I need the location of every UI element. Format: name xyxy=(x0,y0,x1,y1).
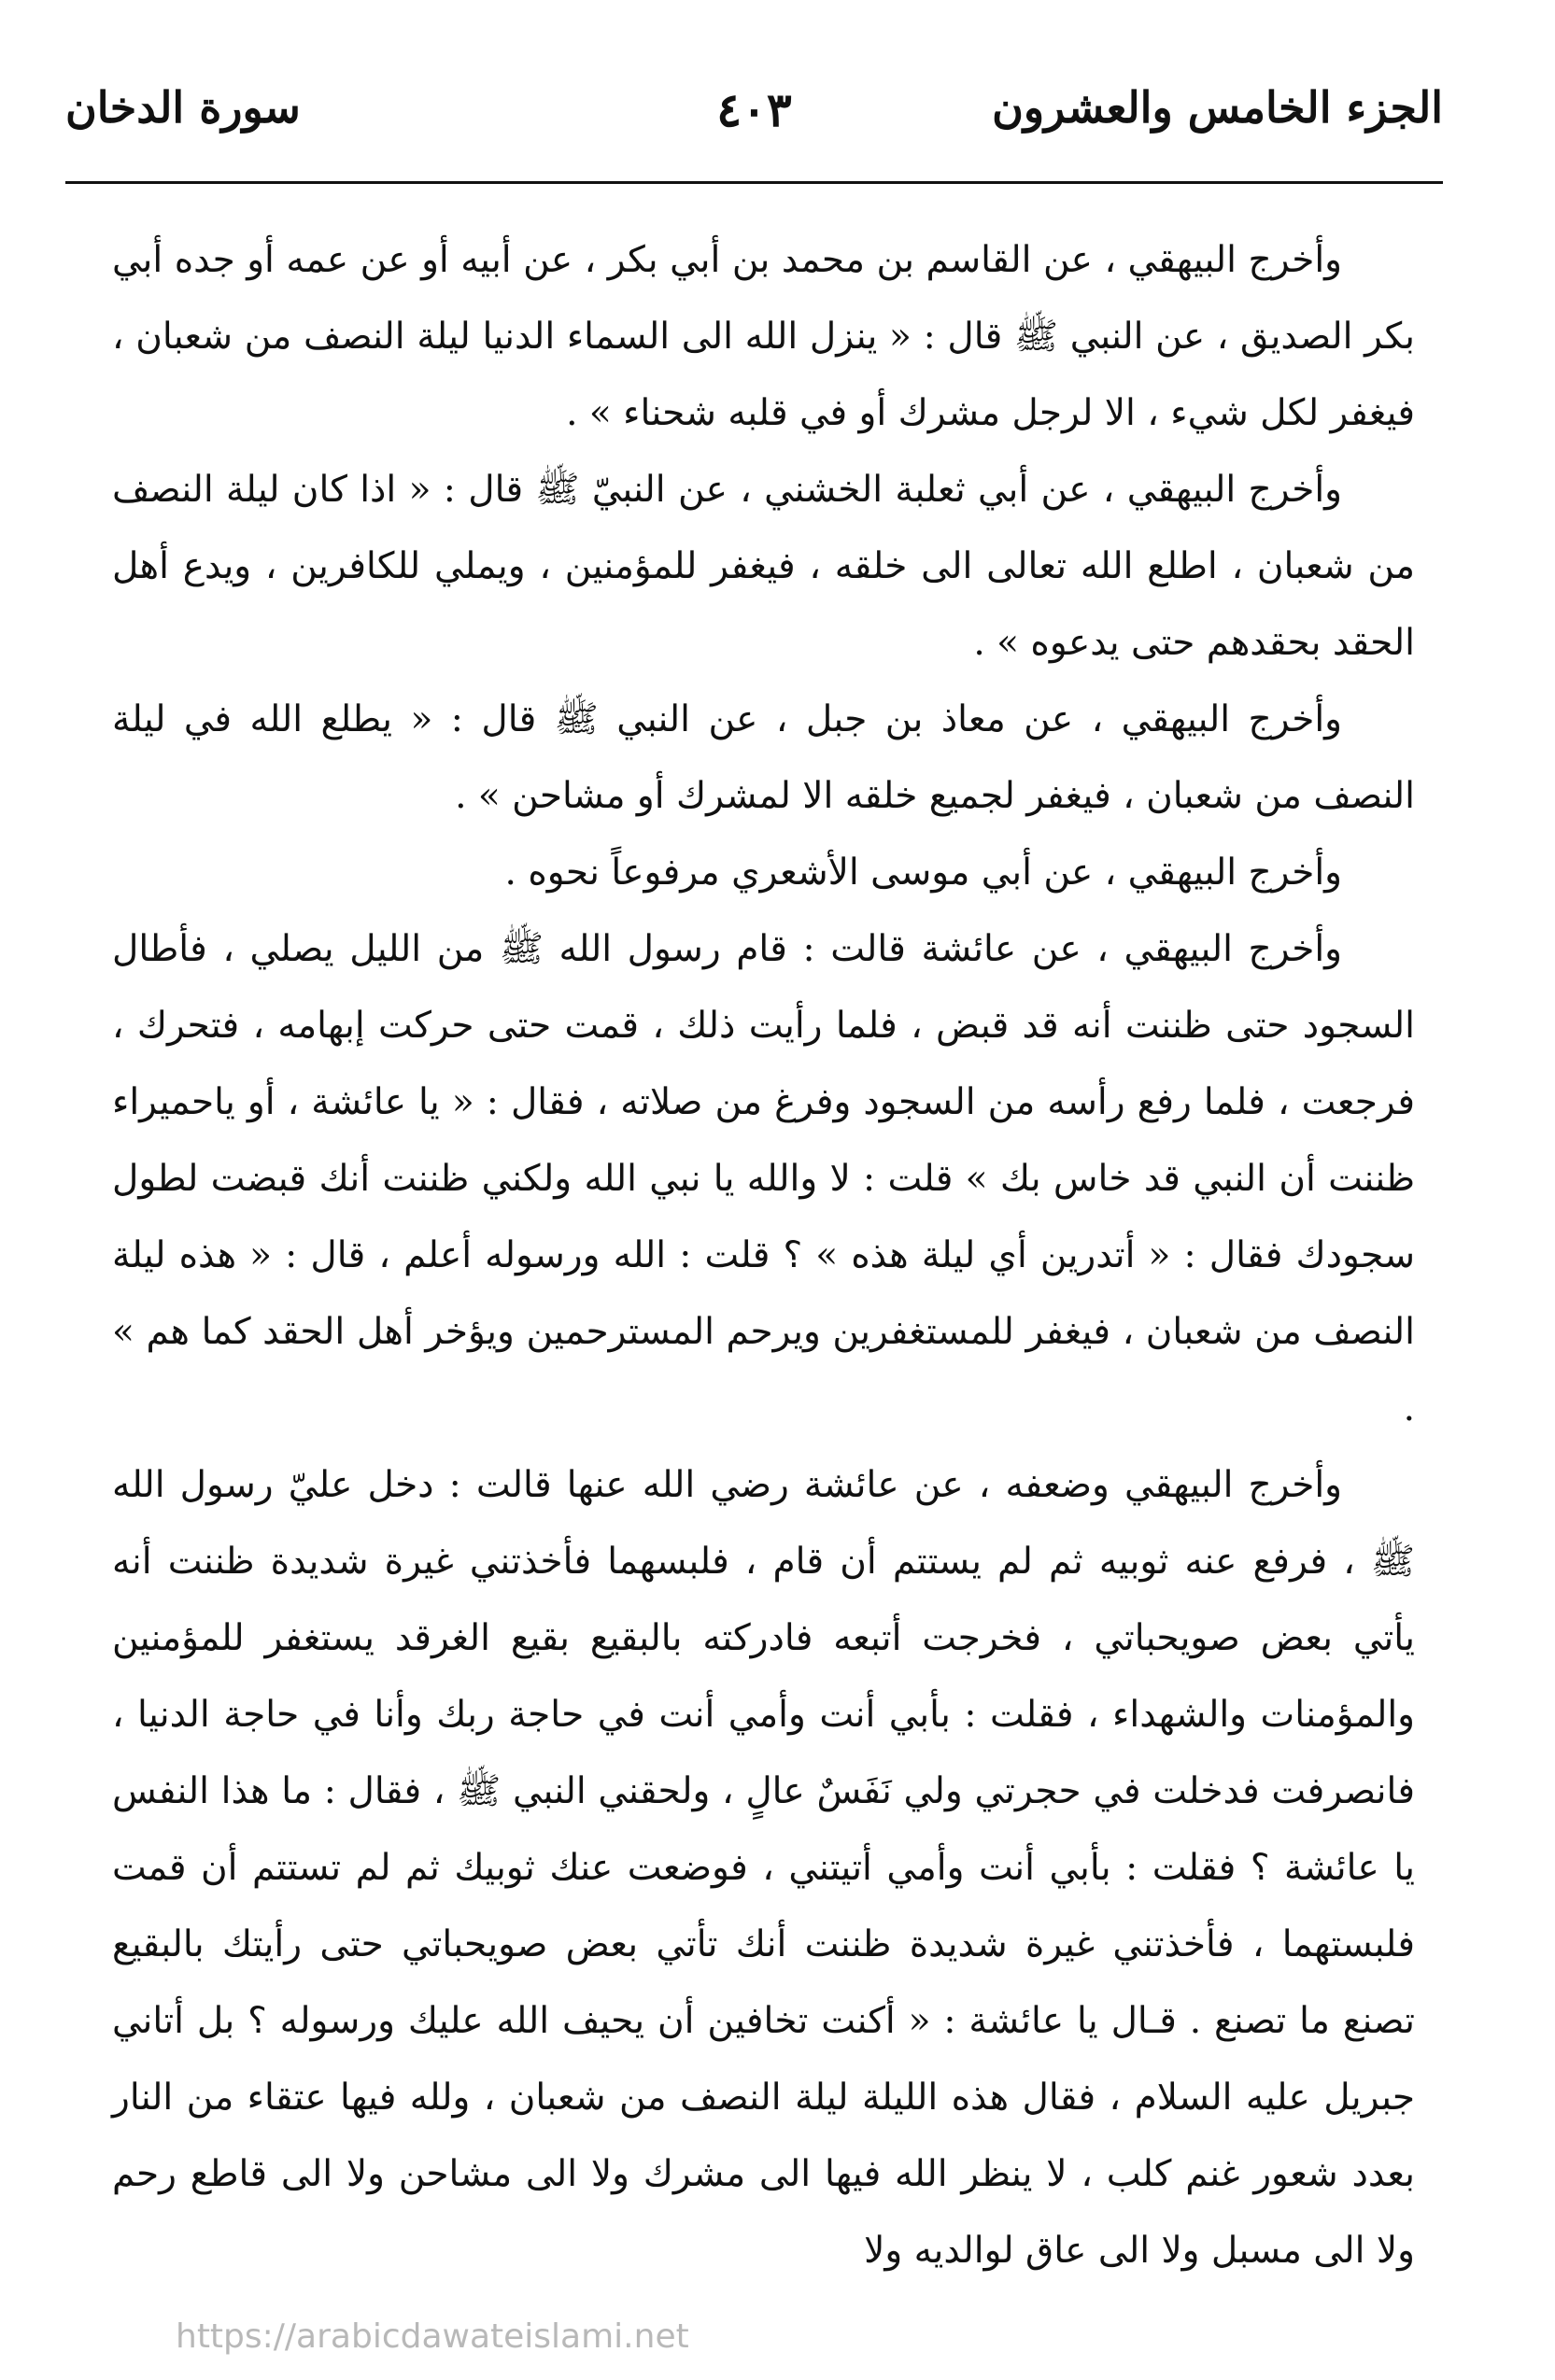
watermark-url: https://arabicdawateislami.net xyxy=(176,2317,689,2356)
juz-title: الجزء الخامس والعشرون xyxy=(992,82,1443,133)
paragraph: وأخرج البيهقي وضعفه ، عن عائشة رضي الله عنها قالت : دخل عليّ رسول الله ﷺ ، فرفع عنه ثوبيه ثم لم يستتم أن قام ، فلبسهما فأخذتني غيرة شديدة ظننت أنه يأتي بعض صويحباتي ، فخرجت أتبعه فادركته بالبقيع بقيع الغرقد يستغفر للمؤمنين والمؤمنات والشهداء ، فقلت : بأبي أنت وأمي أنت في حاجة ربك وأنا في حاجة الدنيا ، فانصرفت فدخلت في حجرتي ولي نَفَسٌ عالٍ ، ولحقني النبي ﷺ ، فقال : ما هذا النفس يا عائشة ؟ فقلت : بأبي أنت وأمي أتيتني ، فوضعت عنك ثوبيك ثم لم تستتم أن قمت فلبستهما ، فأخذتني غيرة شديدة ظننت أنك تأتي بعض صويحباتي حتى رأيتك بالبقيع تصنع ما تصنع . قـال يا عائشة : « أكنت تخافين أن يحيف الله عليك ورسوله ؟ بل أتاني جبريل عليه السلام ، فقال هذه الليلة ليلة النصف من شعبان ، ولله فيها عتقاء من النار بعدد شعور غنم كلب ، لا ينظر الله فيها الى مشرك ولا الى مشاحن ولا الى قاطع رحم ولا الى مسبل ولا الى عاق لوالديه ولا xyxy=(112,1464,1415,2272)
paragraph: وأخرج البيهقي ، عن عائشة قالت : قام رسول الله ﷺ من الليل يصلي ، فأطال السجود حتى ظننت أنه قد قبض ، فلما رأيت ذلك ، قمت حتى حركت إبهامه ، فتحرك ، فرجعت ، فلما رفع رأسه من السجود وفرغ من صلاته ، فقال : « يا عائشة ، أو ياحميراء ظننت أن النبي قد خاس بك » قلت : لا والله يا نبي الله ولكني ظننت أنك قبضت لطول سجودك فقال : « أتدرين أي ليلة هذه » ؟ قلت : الله ورسوله أعلم ، قال : « هذه ليلة النصف من شعبان ، فيغفر للمستغفرين ويرحم المسترحمين ويؤخر أهل الحقد كما هم » . xyxy=(112,928,1415,1429)
paragraph: وأخرج البيهقي ، عن أبي موسى الأشعري مرفوعاً نحوه . xyxy=(504,852,1342,894)
paragraph: وأخرج البيهقي ، عن القاسم بن محمد بن أبي بكر ، عن أبيه أو عن عمه أو جده أبي بكر الصديق ، عن النبي ﷺ قال : « ينزل الله الى السماء الدنيا ليلة النصف من شعبان ، فيغفر لكل شيء ، الا لرجل مشرك أو في قلبه شحناء » . xyxy=(112,239,1415,434)
page-number: ٤٠٣ xyxy=(716,82,792,137)
paragraph: وأخرج البيهقي ، عن أبي ثعلبة الخشني ، عن النبيّ ﷺ قال : « اذا كان ليلة النصف من شعبان ، اطلع الله تعالى الى خلقه ، فيغفر للمؤمنين ، ويملي للكافرين ، ويدع أهل الحقد بحقدهم حتى يدعوه » . xyxy=(112,469,1415,664)
body-text xyxy=(112,222,1415,2289)
surah-title: سورة الدخان xyxy=(65,82,301,133)
running-header xyxy=(65,82,1443,166)
paragraph: وأخرج البيهقي ، عن معاذ بن جبل ، عن النبي ﷺ قال : « يطلع الله في ليلة النصف من شعبان ، فيغفر لجميع خلقه الا لمشرك أو مشاحن » . xyxy=(112,698,1415,817)
header-divider xyxy=(65,181,1443,184)
